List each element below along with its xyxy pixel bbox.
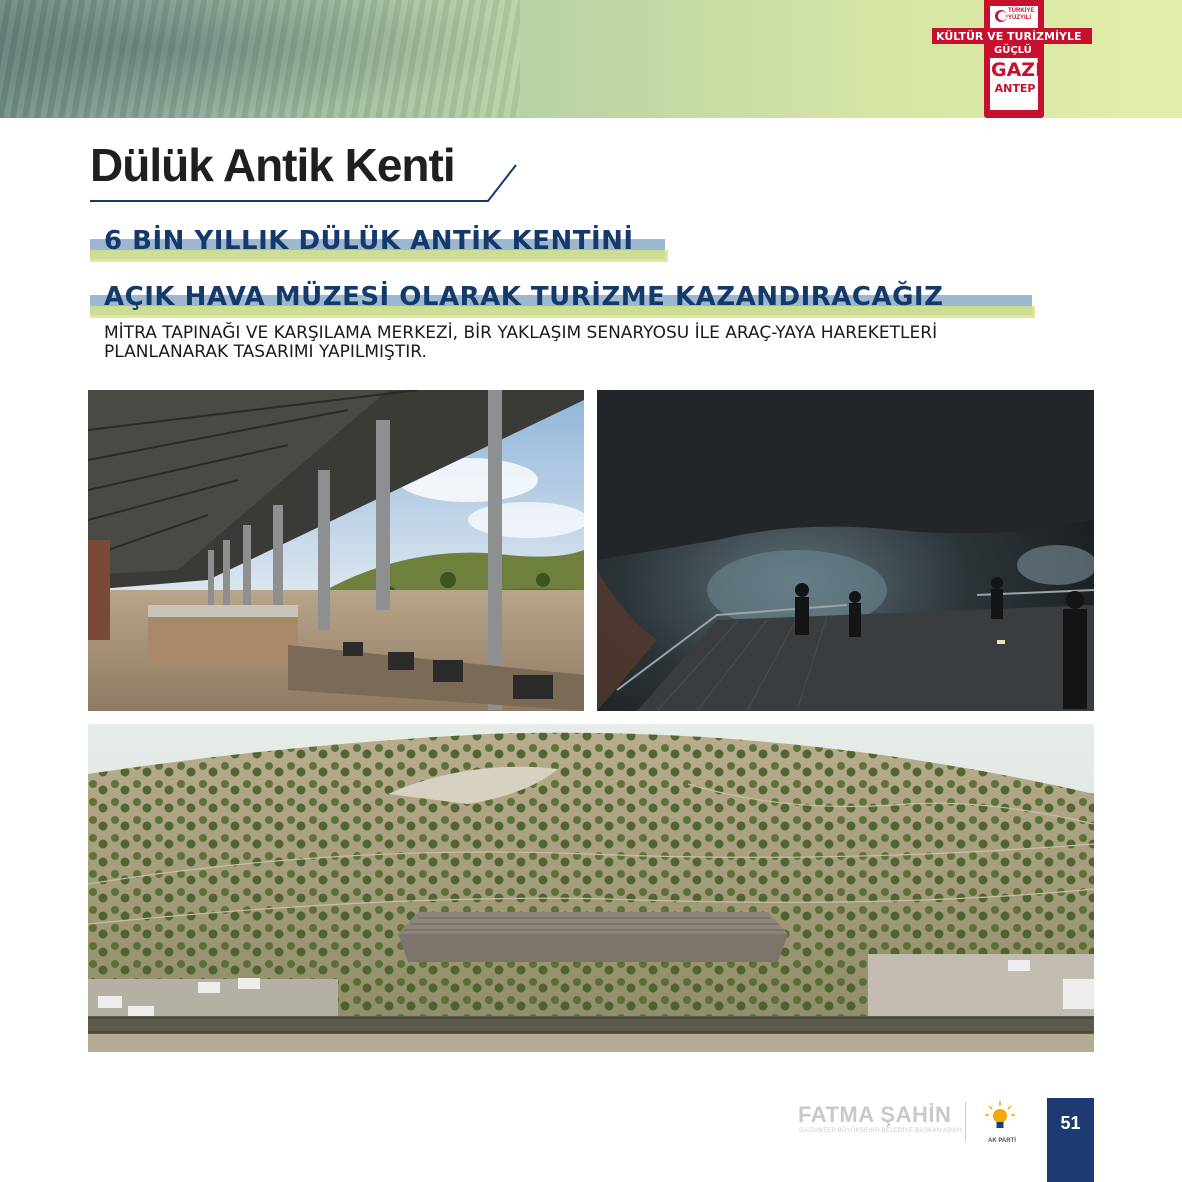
logo-top-text: TÜRKİYE YÜZYILI	[1008, 8, 1035, 21]
subtitle-line-2: AÇIK HAVA MÜZESİ OLARAK TURİZME KAZANDIRACAĞIZ	[104, 282, 944, 312]
ak-parti-lightbulb-icon	[984, 1100, 1016, 1132]
page-title: Dülük Antik Kenti	[90, 139, 455, 191]
page-number: 51	[1060, 1113, 1081, 1133]
page-number-tab	[1047, 1098, 1094, 1182]
cave-interior-image	[597, 390, 1094, 711]
subtitle-line-1: 6 BİN YILLIK DÜLÜK ANTİK KENTİNİ	[104, 226, 634, 256]
logo-city-main: GAZİ	[991, 59, 1043, 81]
logo-slogan: KÜLTÜR VE TURİZMİYLE	[936, 30, 1082, 43]
footer-divider	[965, 1102, 966, 1142]
footer-candidate-name: FATMA ŞAHİN	[798, 1102, 952, 1127]
description-text: MİTRA TAPINAĞI VE KARŞILAMA MERKEZİ, BİR YAKLAŞIM SENARYOSU İLE ARAÇ-YAYA HAREKETLERİ PLANLANARAK TASARIMI YAPILMIŞTIR.	[104, 323, 938, 362]
logo-slogan2: GÜÇLÜ	[994, 45, 1032, 56]
title-underline	[0, 0, 530, 210]
ak-parti-label: AK PARTİ	[988, 1138, 1016, 1144]
footer-candidate-title: GAZİANTEP BÜYÜKŞEHİR BELEDİYE BAŞKAN ADAYI	[799, 1128, 963, 1134]
aerial-site-image	[88, 724, 1094, 1052]
pavilion-interior-image	[88, 390, 584, 711]
logo-city-sub: ANTEP	[994, 82, 1036, 95]
